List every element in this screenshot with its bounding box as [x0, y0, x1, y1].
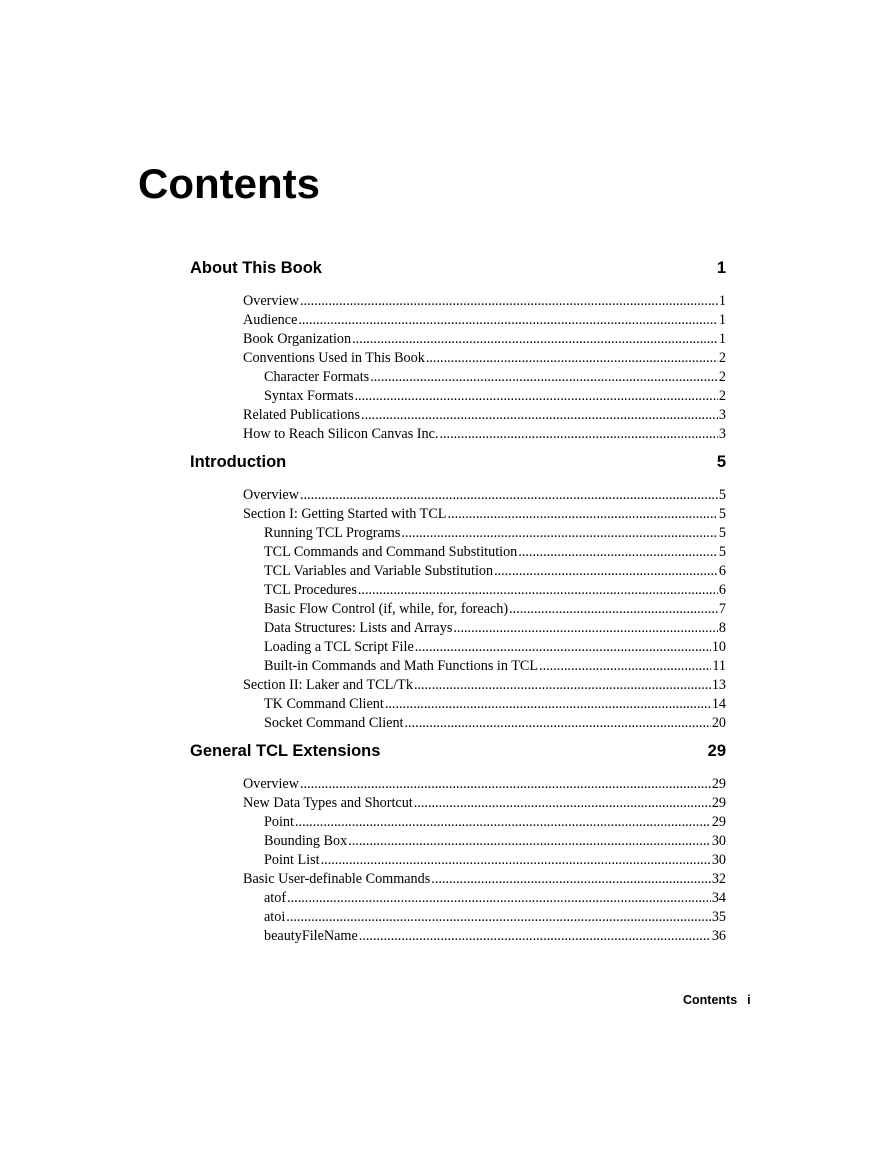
dot-leader: [385, 695, 711, 714]
dot-leader: [405, 714, 711, 733]
table-of-contents: [190, 256, 726, 946]
chapter-entry-list: [190, 292, 726, 444]
toc-entry[interactable]: [243, 695, 726, 714]
entry-page-number: 6: [718, 563, 726, 579]
entry-label: Overview: [243, 293, 299, 309]
entry-label: Audience: [243, 312, 298, 328]
toc-entry[interactable]: [243, 775, 726, 794]
toc-entry[interactable]: [243, 794, 726, 813]
running-footer: [683, 991, 751, 1009]
entry-page-number: 1: [718, 312, 726, 328]
toc-entry[interactable]: [243, 714, 726, 733]
toc-chapter: [190, 739, 726, 946]
entry-label: Conventions Used in This Book: [243, 350, 425, 366]
entry-page-number: 5: [718, 487, 726, 503]
dot-leader: [453, 619, 718, 638]
dot-leader: [300, 486, 718, 505]
toc-entry[interactable]: [243, 486, 726, 505]
toc-entry[interactable]: [243, 851, 726, 870]
chapter-entry-list: [190, 775, 726, 946]
dot-leader: [414, 676, 711, 695]
toc-entry[interactable]: [243, 524, 726, 543]
dot-leader: [359, 927, 711, 946]
toc-entry[interactable]: [243, 368, 726, 387]
entry-page-number: 11: [712, 658, 726, 674]
entry-label: Socket Command Client: [264, 715, 404, 731]
chapter-page-number: 5: [716, 453, 726, 471]
entry-label: TCL Variables and Variable Substitution: [264, 563, 494, 579]
toc-entry[interactable]: [243, 330, 726, 349]
entry-label: TCL Procedures: [264, 582, 357, 598]
dot-leader: [494, 562, 718, 581]
entry-page-number: 36: [711, 928, 726, 944]
entry-label: TK Command Client: [264, 696, 384, 712]
chapter-page-number: 29: [707, 742, 726, 760]
toc-entry[interactable]: [243, 543, 726, 562]
entry-page-number: 32: [711, 871, 726, 887]
dot-leader: [414, 794, 711, 813]
dot-leader: [354, 387, 717, 406]
entry-label: Running TCL Programs: [264, 525, 401, 541]
footer-section-title: Contents: [683, 993, 738, 1007]
toc-entry[interactable]: [243, 832, 726, 851]
entry-label: beautyFileName: [264, 928, 358, 944]
dot-leader: [361, 406, 718, 425]
dot-leader: [447, 505, 717, 524]
dot-leader: [286, 908, 711, 927]
toc-entry[interactable]: [243, 927, 726, 946]
dot-leader: [348, 832, 711, 851]
dot-leader: [431, 870, 711, 889]
chapter-title: Introduction: [190, 453, 287, 471]
entry-label: atoi: [264, 909, 286, 925]
toc-entry[interactable]: [243, 425, 726, 444]
dot-leader: [539, 657, 711, 676]
entry-label: Point List: [264, 852, 320, 868]
entry-label: Built-in Commands and Math Functions in TCL: [264, 658, 539, 674]
toc-chapter: [190, 450, 726, 733]
chapter-heading[interactable]: [190, 450, 726, 474]
entry-label: Loading a TCL Script File: [264, 639, 414, 655]
entry-page-number: 30: [711, 833, 726, 849]
dot-leader: [401, 524, 718, 543]
entry-page-number: 20: [711, 715, 726, 731]
entry-page-number: 5: [718, 525, 726, 541]
entry-label: New Data Types and Shortcut: [243, 795, 413, 811]
toc-entry[interactable]: [243, 870, 726, 889]
chapter-entry-list: [190, 486, 726, 733]
entry-label: Section II: Laker and TCL/Tk: [243, 677, 413, 693]
dot-leader: [509, 600, 718, 619]
dot-leader: [321, 851, 711, 870]
entry-page-number: 8: [718, 620, 726, 636]
entry-page-number: 29: [711, 795, 726, 811]
entry-label: Related Publications: [243, 407, 361, 423]
chapter-title: General TCL Extensions: [190, 742, 381, 760]
toc-entry[interactable]: [243, 676, 726, 695]
toc-entry[interactable]: [243, 638, 726, 657]
entry-page-number: 6: [718, 582, 726, 598]
toc-entry[interactable]: [243, 387, 726, 406]
entry-page-number: 5: [718, 544, 726, 560]
dot-leader: [287, 889, 711, 908]
entry-label: Character Formats: [264, 369, 370, 385]
entry-page-number: 13: [711, 677, 726, 693]
entry-label: Point: [264, 814, 294, 830]
dot-leader: [370, 368, 718, 387]
entry-label: Book Organization: [243, 331, 352, 347]
toc-entry[interactable]: [243, 349, 726, 368]
dot-leader: [300, 775, 711, 794]
entry-page-number: 1: [718, 331, 726, 347]
entry-page-number: 35: [711, 909, 726, 925]
dot-leader: [295, 813, 711, 832]
toc-entry[interactable]: [243, 292, 726, 311]
toc-entry[interactable]: [243, 406, 726, 425]
entry-label: Basic Flow Control (if, while, for, foreach): [264, 601, 509, 617]
entry-label: atof: [264, 890, 287, 906]
entry-label: Overview: [243, 776, 299, 792]
dot-leader: [426, 349, 718, 368]
dot-leader: [352, 330, 718, 349]
entry-page-number: 3: [718, 407, 726, 423]
page-title: Contents: [138, 160, 320, 207]
toc-entry[interactable]: [243, 505, 726, 524]
entry-page-number: 3: [718, 426, 726, 442]
toc-entry[interactable]: [243, 889, 726, 908]
toc-entry[interactable]: [243, 600, 726, 619]
chapter-heading[interactable]: [190, 256, 726, 280]
dot-leader: [298, 311, 718, 330]
dot-leader: [439, 425, 717, 444]
toc-entry[interactable]: [243, 562, 726, 581]
entry-label: Syntax Formats: [264, 388, 354, 404]
entry-page-number: 2: [718, 388, 726, 404]
entry-label: Bounding Box: [264, 833, 348, 849]
entry-page-number: 30: [711, 852, 726, 868]
chapter-heading[interactable]: [190, 739, 726, 763]
dot-leader: [415, 638, 711, 657]
toc-entry[interactable]: [243, 581, 726, 600]
entry-label: Basic User-definable Commands: [243, 871, 431, 887]
toc-entry[interactable]: [243, 619, 726, 638]
footer-page-number: i: [747, 993, 751, 1007]
entry-page-number: 1: [718, 293, 726, 309]
toc-entry[interactable]: [243, 813, 726, 832]
toc-entry[interactable]: [243, 311, 726, 330]
dot-leader: [518, 543, 718, 562]
entry-label: How to Reach Silicon Canvas Inc.: [243, 426, 439, 442]
toc-entry[interactable]: [243, 908, 726, 927]
toc-entry[interactable]: [243, 657, 726, 676]
dot-leader: [358, 581, 718, 600]
entry-page-number: 14: [711, 696, 726, 712]
entry-label: Data Structures: Lists and Arrays: [264, 620, 453, 636]
toc-chapter: [190, 256, 726, 444]
entry-page-number: 10: [711, 639, 726, 655]
entry-label: Overview: [243, 487, 299, 503]
entry-label: Section I: Getting Started with TCL: [243, 506, 447, 522]
entry-page-number: 7: [718, 601, 726, 617]
entry-page-number: 29: [711, 776, 726, 792]
entry-label: TCL Commands and Command Substitution: [264, 544, 518, 560]
dot-leader: [300, 292, 718, 311]
entry-page-number: 34: [711, 890, 726, 906]
entry-page-number: 2: [718, 369, 726, 385]
chapter-page-number: 1: [716, 259, 726, 277]
chapter-title: About This Book: [190, 259, 322, 277]
entry-page-number: 2: [718, 350, 726, 366]
entry-page-number: 5: [718, 506, 726, 522]
entry-page-number: 29: [711, 814, 726, 830]
